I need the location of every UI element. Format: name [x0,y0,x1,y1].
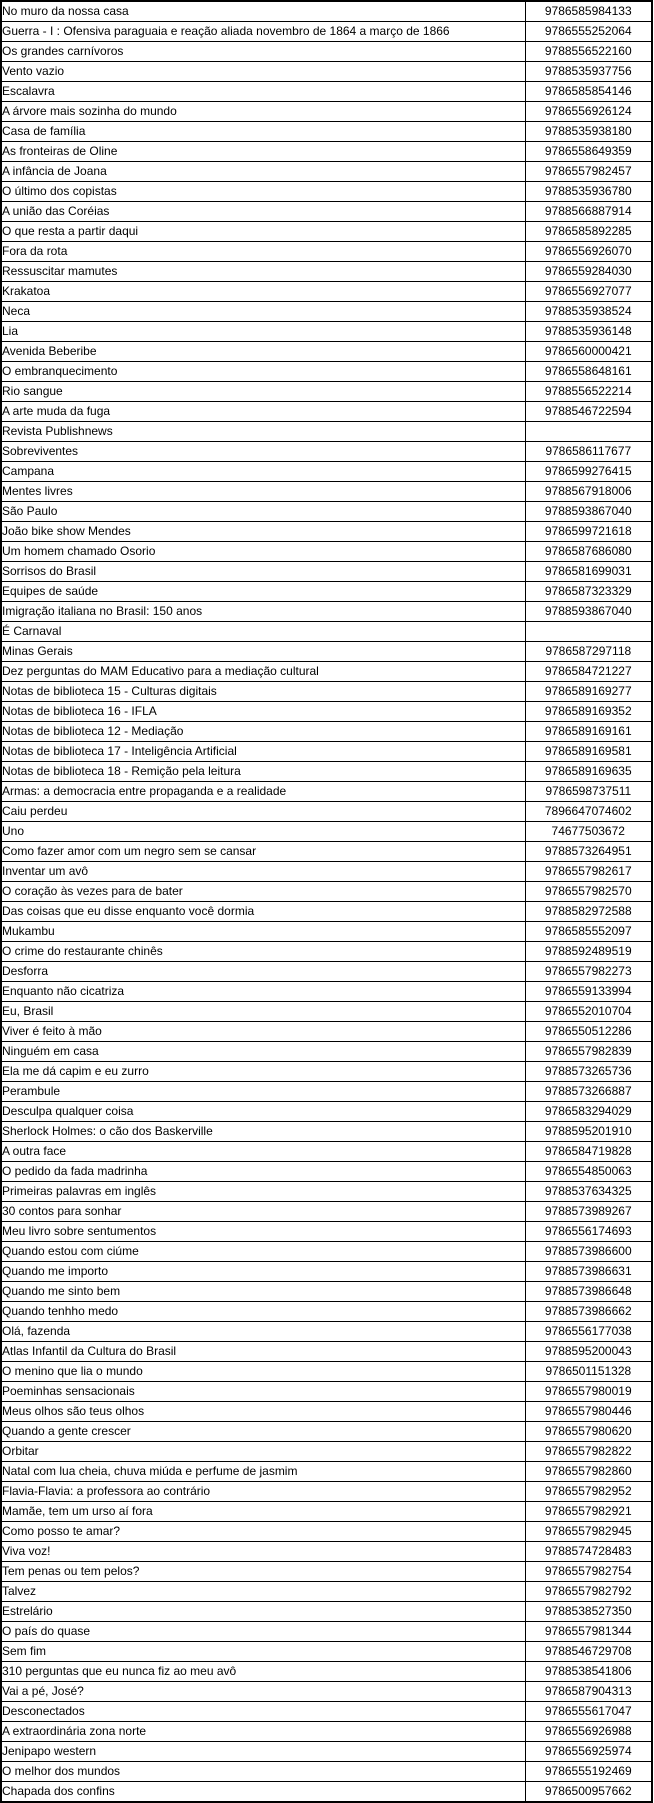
table-row [1,1682,652,1702]
title-cell[interactable]: O menino que lia o mundo [1,1362,525,1382]
title-cell[interactable]: Desconectados [1,1702,525,1722]
table-row [1,1242,652,1262]
table-row [1,322,652,342]
title-cell[interactable]: Meu livro sobre sentumentos [1,1222,525,1242]
isbn-cell[interactable]: 9788573986631 [525,1262,652,1282]
isbn-cell[interactable]: 9786555192469 [525,1762,652,1782]
isbn-cell[interactable]: 9786557982822 [525,1442,652,1462]
isbn-cell[interactable]: 9786558648161 [525,362,652,382]
isbn-cell[interactable]: 9788593867040 [525,502,652,522]
title-cell[interactable]: Escalavra [1,82,525,102]
isbn-cell[interactable]: 9786589169352 [525,702,652,722]
title-cell[interactable]: Atlas Infantil da Cultura do Brasil [1,1342,525,1362]
title-cell[interactable]: A infância de Joana [1,162,525,182]
title-cell[interactable]: Guerra - I : Ofensiva paraguaia e reação aliada novembro de 1864 a março de 1866 [1,22,525,42]
table-row [1,1582,652,1602]
isbn-cell[interactable]: 9786501151328 [525,1362,652,1382]
isbn-cell[interactable]: 9786581699031 [525,562,652,582]
title-cell[interactable]: Sherlock Holmes: o cão dos Baskerville [1,1122,525,1142]
title-cell[interactable]: Como posso te amar? [1,1522,525,1542]
table-row [1,462,652,482]
table-row [1,242,652,262]
table-row [1,1762,652,1782]
title-cell[interactable]: É Carnaval [1,622,525,642]
table-row [1,1082,652,1102]
table-row [1,1142,652,1162]
title-cell[interactable]: Como fazer amor com um negro sem se cansar [1,842,525,862]
title-cell[interactable]: Armas: a democracia entre propaganda e a realidade [1,782,525,802]
title-cell[interactable]: Quando a gente crescer [1,1422,525,1442]
table-row [1,1662,652,1682]
title-cell[interactable]: Viva voz! [1,1542,525,1562]
isbn-cell[interactable]: 74677503672 [525,822,652,842]
isbn-cell[interactable]: 9786598737511 [525,782,652,802]
table-row [1,922,652,942]
isbn-cell[interactable]: 9786557980620 [525,1422,652,1442]
table-row [1,182,652,202]
table-row [1,622,652,642]
title-cell[interactable]: Inventar um avô [1,862,525,882]
title-cell[interactable]: A árvore mais sozinha do mundo [1,102,525,122]
title-cell[interactable]: Tem penas ou tem pelos? [1,1562,525,1582]
table-row [1,502,652,522]
isbn-cell[interactable]: 9788582972588 [525,902,652,922]
isbn-cell[interactable]: 9786557982839 [525,1042,652,1062]
table-row [1,1742,652,1762]
table-row [1,642,652,662]
title-cell[interactable]: João bike show Mendes [1,522,525,542]
table-row [1,1342,652,1362]
table-row [1,1782,652,1803]
title-cell[interactable]: Vento vazio [1,62,525,82]
table-row [1,1522,652,1542]
table-row [1,1162,652,1182]
isbn-cell[interactable]: 9788573265736 [525,1062,652,1082]
table-body [1,1,652,1802]
table-row [1,742,652,762]
isbn-cell[interactable]: 9788573986648 [525,1282,652,1302]
isbn-cell[interactable]: 9788573986662 [525,1302,652,1322]
isbn-cell[interactable]: 9788573986600 [525,1242,652,1262]
title-cell[interactable]: O país do quase [1,1622,525,1642]
title-cell[interactable]: A união das Coréias [1,202,525,222]
table-row [1,1302,652,1322]
isbn-cell[interactable]: 9786585552097 [525,922,652,942]
title-cell[interactable]: No muro da nossa casa [1,1,525,22]
isbn-cell[interactable]: 9786557981344 [525,1622,652,1642]
isbn-cell[interactable]: 9786557982617 [525,862,652,882]
isbn-cell[interactable]: 9786589169581 [525,742,652,762]
title-cell[interactable]: Natal com lua cheia, chuva miúda e perfume de jasmim [1,1462,525,1482]
table-row [1,1642,652,1662]
isbn-cell[interactable]: 9786556177038 [525,1322,652,1342]
isbn-cell[interactable]: 9788535936148 [525,322,652,342]
isbn-cell[interactable]: 9786556926070 [525,242,652,262]
table-row [1,1442,652,1462]
isbn-cell[interactable]: 9788567918006 [525,482,652,502]
title-cell[interactable]: Casa de família [1,122,525,142]
title-cell[interactable]: Perambule [1,1082,525,1102]
title-cell[interactable]: Orbitar [1,1442,525,1462]
title-cell[interactable]: O melhor dos mundos [1,1762,525,1782]
title-cell[interactable]: O que resta a partir daqui [1,222,525,242]
table-row [1,842,652,862]
title-cell[interactable]: Krakatoa [1,282,525,302]
title-cell[interactable]: Quando me sinto bem [1,1282,525,1302]
title-cell[interactable]: Sobreviventes [1,442,525,462]
title-cell[interactable]: Olá, fazenda [1,1322,525,1342]
table-row [1,402,652,422]
isbn-cell[interactable]: 9788566887914 [525,202,652,222]
table-row [1,1562,652,1582]
isbn-cell[interactable]: 9786584719828 [525,1142,652,1162]
title-cell[interactable]: Ela me dá capim e eu zurro [1,1062,525,1082]
table-row [1,42,652,62]
isbn-cell[interactable]: 9786587323329 [525,582,652,602]
isbn-cell[interactable]: 9786585984133 [525,1,652,22]
table-row [1,1,652,22]
title-cell[interactable]: Rio sangue [1,382,525,402]
table-row [1,862,652,882]
table-row [1,562,652,582]
table-row [1,802,652,822]
table-row [1,1022,652,1042]
isbn-cell[interactable]: 9788573266887 [525,1082,652,1102]
table-row [1,602,652,622]
isbn-cell[interactable]: 9788535938180 [525,122,652,142]
table-row [1,482,652,502]
isbn-cell[interactable]: 9786587686080 [525,542,652,562]
isbn-cell[interactable]: 9786599721618 [525,522,652,542]
isbn-cell[interactable]: 9786557982945 [525,1522,652,1542]
isbn-cell[interactable]: 9788573264951 [525,842,652,862]
title-cell[interactable]: Fora da rota [1,242,525,262]
table-row [1,1462,652,1482]
isbn-cell[interactable]: 9788535936780 [525,182,652,202]
isbn-cell[interactable]: 9788592489519 [525,942,652,962]
title-cell[interactable]: Revista Publishnews [1,422,525,442]
isbn-cell[interactable]: 9786559133994 [525,982,652,1002]
isbn-cell[interactable]: 9788535937756 [525,62,652,82]
isbn-cell[interactable]: 9786557980019 [525,1382,652,1402]
isbn-cell[interactable]: 9788538527350 [525,1602,652,1622]
title-cell[interactable]: Ninguém em casa [1,1042,525,1062]
isbn-cell[interactable]: 9786554850063 [525,1162,652,1182]
isbn-cell[interactable]: 9788546729708 [525,1642,652,1662]
table-row [1,22,652,42]
table-row [1,682,652,702]
title-cell[interactable]: Quando estou com ciúme [1,1242,525,1262]
table-row [1,942,652,962]
isbn-cell[interactable]: 9788546722594 [525,402,652,422]
title-cell[interactable]: Viver é feito à mão [1,1022,525,1042]
table-row [1,522,652,542]
table-row [1,1202,652,1222]
isbn-cell[interactable]: 9786560000421 [525,342,652,362]
title-cell[interactable]: A arte muda da fuga [1,402,525,422]
table-row [1,582,652,602]
table-row [1,542,652,562]
title-cell[interactable]: A outra face [1,1142,525,1162]
table-row [1,1322,652,1342]
isbn-cell[interactable]: 9788593867040 [525,602,652,622]
title-cell[interactable]: Mukambu [1,922,525,942]
title-cell[interactable]: Campana [1,462,525,482]
table-row [1,282,652,302]
title-cell[interactable]: Chapada dos confins [1,1782,525,1803]
table-row [1,1182,652,1202]
table-row [1,722,652,742]
title-cell[interactable]: Avenida Beberibe [1,342,525,362]
title-cell[interactable]: Um homem chamado Osorio [1,542,525,562]
title-cell[interactable]: O crime do restaurante chinês [1,942,525,962]
table-row [1,782,652,802]
table-row [1,202,652,222]
table-row [1,1602,652,1622]
table-row [1,1222,652,1242]
title-cell[interactable]: Quando me importo [1,1262,525,1282]
table-row [1,222,652,242]
table-row [1,442,652,462]
title-cell[interactable]: Talvez [1,1582,525,1602]
title-cell[interactable]: Flavia-Flavia: a professora ao contrário [1,1482,525,1502]
isbn-cell[interactable]: 9786584721227 [525,662,652,682]
table-row [1,82,652,102]
isbn-cell[interactable]: 9786557982921 [525,1502,652,1522]
isbn-cell[interactable]: 9786585854146 [525,82,652,102]
isbn-cell[interactable]: 9786556926124 [525,102,652,122]
title-cell[interactable]: Mamãe, tem um urso aí fora [1,1502,525,1522]
isbn-cell[interactable]: 9788537634325 [525,1182,652,1202]
table-row [1,62,652,82]
title-cell[interactable]: Meus olhos são teus olhos [1,1402,525,1422]
table-row [1,882,652,902]
isbn-cell[interactable]: 9788574728483 [525,1542,652,1562]
isbn-cell[interactable]: 9786556926988 [525,1722,652,1742]
table-row [1,362,652,382]
title-cell[interactable]: Desforra [1,962,525,982]
table-row [1,122,652,142]
isbn-cell[interactable] [525,422,652,442]
isbn-cell[interactable]: 9786558649359 [525,142,652,162]
title-cell[interactable]: Dez perguntas do MAM Educativo para a mediação cultural [1,662,525,682]
title-cell[interactable]: Neca [1,302,525,322]
isbn-cell[interactable]: 9786589169277 [525,682,652,702]
isbn-cell[interactable]: 9786589169161 [525,722,652,742]
isbn-cell[interactable]: 9788595201910 [525,1122,652,1142]
title-cell[interactable]: Desculpa qualquer coisa [1,1102,525,1122]
isbn-cell[interactable]: 9786555617047 [525,1702,652,1722]
isbn-cell[interactable]: 9786557980446 [525,1402,652,1422]
table-row [1,962,652,982]
isbn-cell[interactable]: 9786557982860 [525,1462,652,1482]
table-row [1,1622,652,1642]
table-row [1,1262,652,1282]
isbn-cell[interactable]: 9786557982273 [525,962,652,982]
isbn-cell[interactable]: 9786556925974 [525,1742,652,1762]
table-row [1,1102,652,1122]
title-cell[interactable]: O coração às vezes para de bater [1,882,525,902]
table-row [1,702,652,722]
isbn-cell[interactable]: 9786555252064 [525,22,652,42]
isbn-cell[interactable]: 9788595200043 [525,1342,652,1362]
title-cell[interactable]: Notas de biblioteca 15 - Culturas digitais [1,682,525,702]
table-row [1,1002,652,1022]
isbn-cell[interactable]: 9788556522214 [525,382,652,402]
isbn-cell[interactable]: 9786500957662 [525,1782,652,1803]
title-cell[interactable]: Ressuscitar mamutes [1,262,525,282]
isbn-cell[interactable]: 9786557982952 [525,1482,652,1502]
title-cell[interactable]: Quando tenhho medo [1,1302,525,1322]
table-row [1,342,652,362]
isbn-cell[interactable]: 9788535938524 [525,302,652,322]
isbn-cell[interactable]: 9786585892285 [525,222,652,242]
table-row [1,1402,652,1422]
isbn-cell[interactable]: 9786599276415 [525,462,652,482]
title-cell[interactable]: Primeiras palavras em inglês [1,1182,525,1202]
title-cell[interactable]: 30 contos para sonhar [1,1202,525,1222]
table-row [1,1702,652,1722]
title-cell[interactable]: O último dos copistas [1,182,525,202]
table-row [1,102,652,122]
table-row [1,822,652,842]
isbn-cell[interactable]: 9786557982457 [525,162,652,182]
title-cell[interactable]: Vai a pé, José? [1,1682,525,1702]
table-row [1,1542,652,1562]
title-cell[interactable]: São Paulo [1,502,525,522]
title-cell[interactable]: Enquanto não cicatriza [1,982,525,1002]
title-cell[interactable]: Eu, Brasil [1,1002,525,1022]
table-row [1,1362,652,1382]
isbn-cell[interactable] [525,622,652,642]
title-cell[interactable]: O embranquecimento [1,362,525,382]
table-row [1,1722,652,1742]
title-cell[interactable]: Lia [1,322,525,342]
title-cell[interactable]: Notas de biblioteca 16 - IFLA [1,702,525,722]
table-row [1,142,652,162]
table-row [1,1122,652,1142]
title-cell[interactable]: Poeminhas sensacionais [1,1382,525,1402]
title-cell[interactable]: A extraordinária zona norte [1,1722,525,1742]
table-row [1,1482,652,1502]
title-cell[interactable]: Jenipapo western [1,1742,525,1762]
table-row [1,422,652,442]
title-cell[interactable]: Notas de biblioteca 12 - Mediação [1,722,525,742]
table-row [1,982,652,1002]
table-row [1,1502,652,1522]
title-cell[interactable]: Das coisas que eu disse enquanto você dormia [1,902,525,922]
title-cell[interactable]: Mentes livres [1,482,525,502]
table-row [1,902,652,922]
isbn-cell[interactable]: 9786587904313 [525,1682,652,1702]
isbn-cell[interactable]: 9788538541806 [525,1662,652,1682]
isbn-cell[interactable]: 9788556522160 [525,42,652,62]
isbn-cell[interactable]: 9786557982570 [525,882,652,902]
title-cell[interactable]: Notas de biblioteca 17 - Inteligência Artificial [1,742,525,762]
table-row [1,262,652,282]
isbn-cell[interactable]: 9786589169635 [525,762,652,782]
isbn-cell[interactable]: 9786556927077 [525,282,652,302]
table-row [1,1422,652,1442]
isbn-cell[interactable]: 9786583294029 [525,1102,652,1122]
title-cell[interactable]: Sem fim [1,1642,525,1662]
isbn-cell[interactable]: 9788573989267 [525,1202,652,1222]
isbn-cell[interactable]: 9786557982754 [525,1562,652,1582]
title-cell[interactable]: Caiu perdeu [1,802,525,822]
isbn-cell[interactable]: 9786550512286 [525,1022,652,1042]
table-row [1,382,652,402]
isbn-cell[interactable]: 9786559284030 [525,262,652,282]
title-cell[interactable]: 310 perguntas que eu nunca fiz ao meu avô [1,1662,525,1682]
isbn-cell[interactable]: 9786586117677 [525,442,652,462]
title-cell[interactable]: Sorrisos do Brasil [1,562,525,582]
title-cell[interactable]: Uno [1,822,525,842]
isbn-cell[interactable]: 7896647074602 [525,802,652,822]
table-row [1,662,652,682]
title-cell[interactable]: O pedido da fada madrinha [1,1162,525,1182]
table-row [1,1382,652,1402]
table-row [1,162,652,182]
isbn-cell[interactable]: 9786552010704 [525,1002,652,1022]
isbn-cell[interactable]: 9786556174693 [525,1222,652,1242]
table-row [1,1062,652,1082]
table-row [1,302,652,322]
isbn-cell[interactable]: 9786587297118 [525,642,652,662]
title-cell[interactable]: Estrelário [1,1602,525,1622]
title-cell[interactable]: Equipes de saúde [1,582,525,602]
table-row [1,1282,652,1302]
table-row [1,1042,652,1062]
title-cell[interactable]: As fronteiras de Oline [1,142,525,162]
title-cell[interactable]: Imigração italiana no Brasil: 150 anos [1,602,525,622]
table-row [1,762,652,782]
title-cell[interactable]: Minas Gerais [1,642,525,662]
title-cell[interactable]: Os grandes carnívoros [1,42,525,62]
title-cell[interactable]: Notas de biblioteca 18 - Remição pela leitura [1,762,525,782]
isbn-cell[interactable]: 9786557982792 [525,1582,652,1602]
